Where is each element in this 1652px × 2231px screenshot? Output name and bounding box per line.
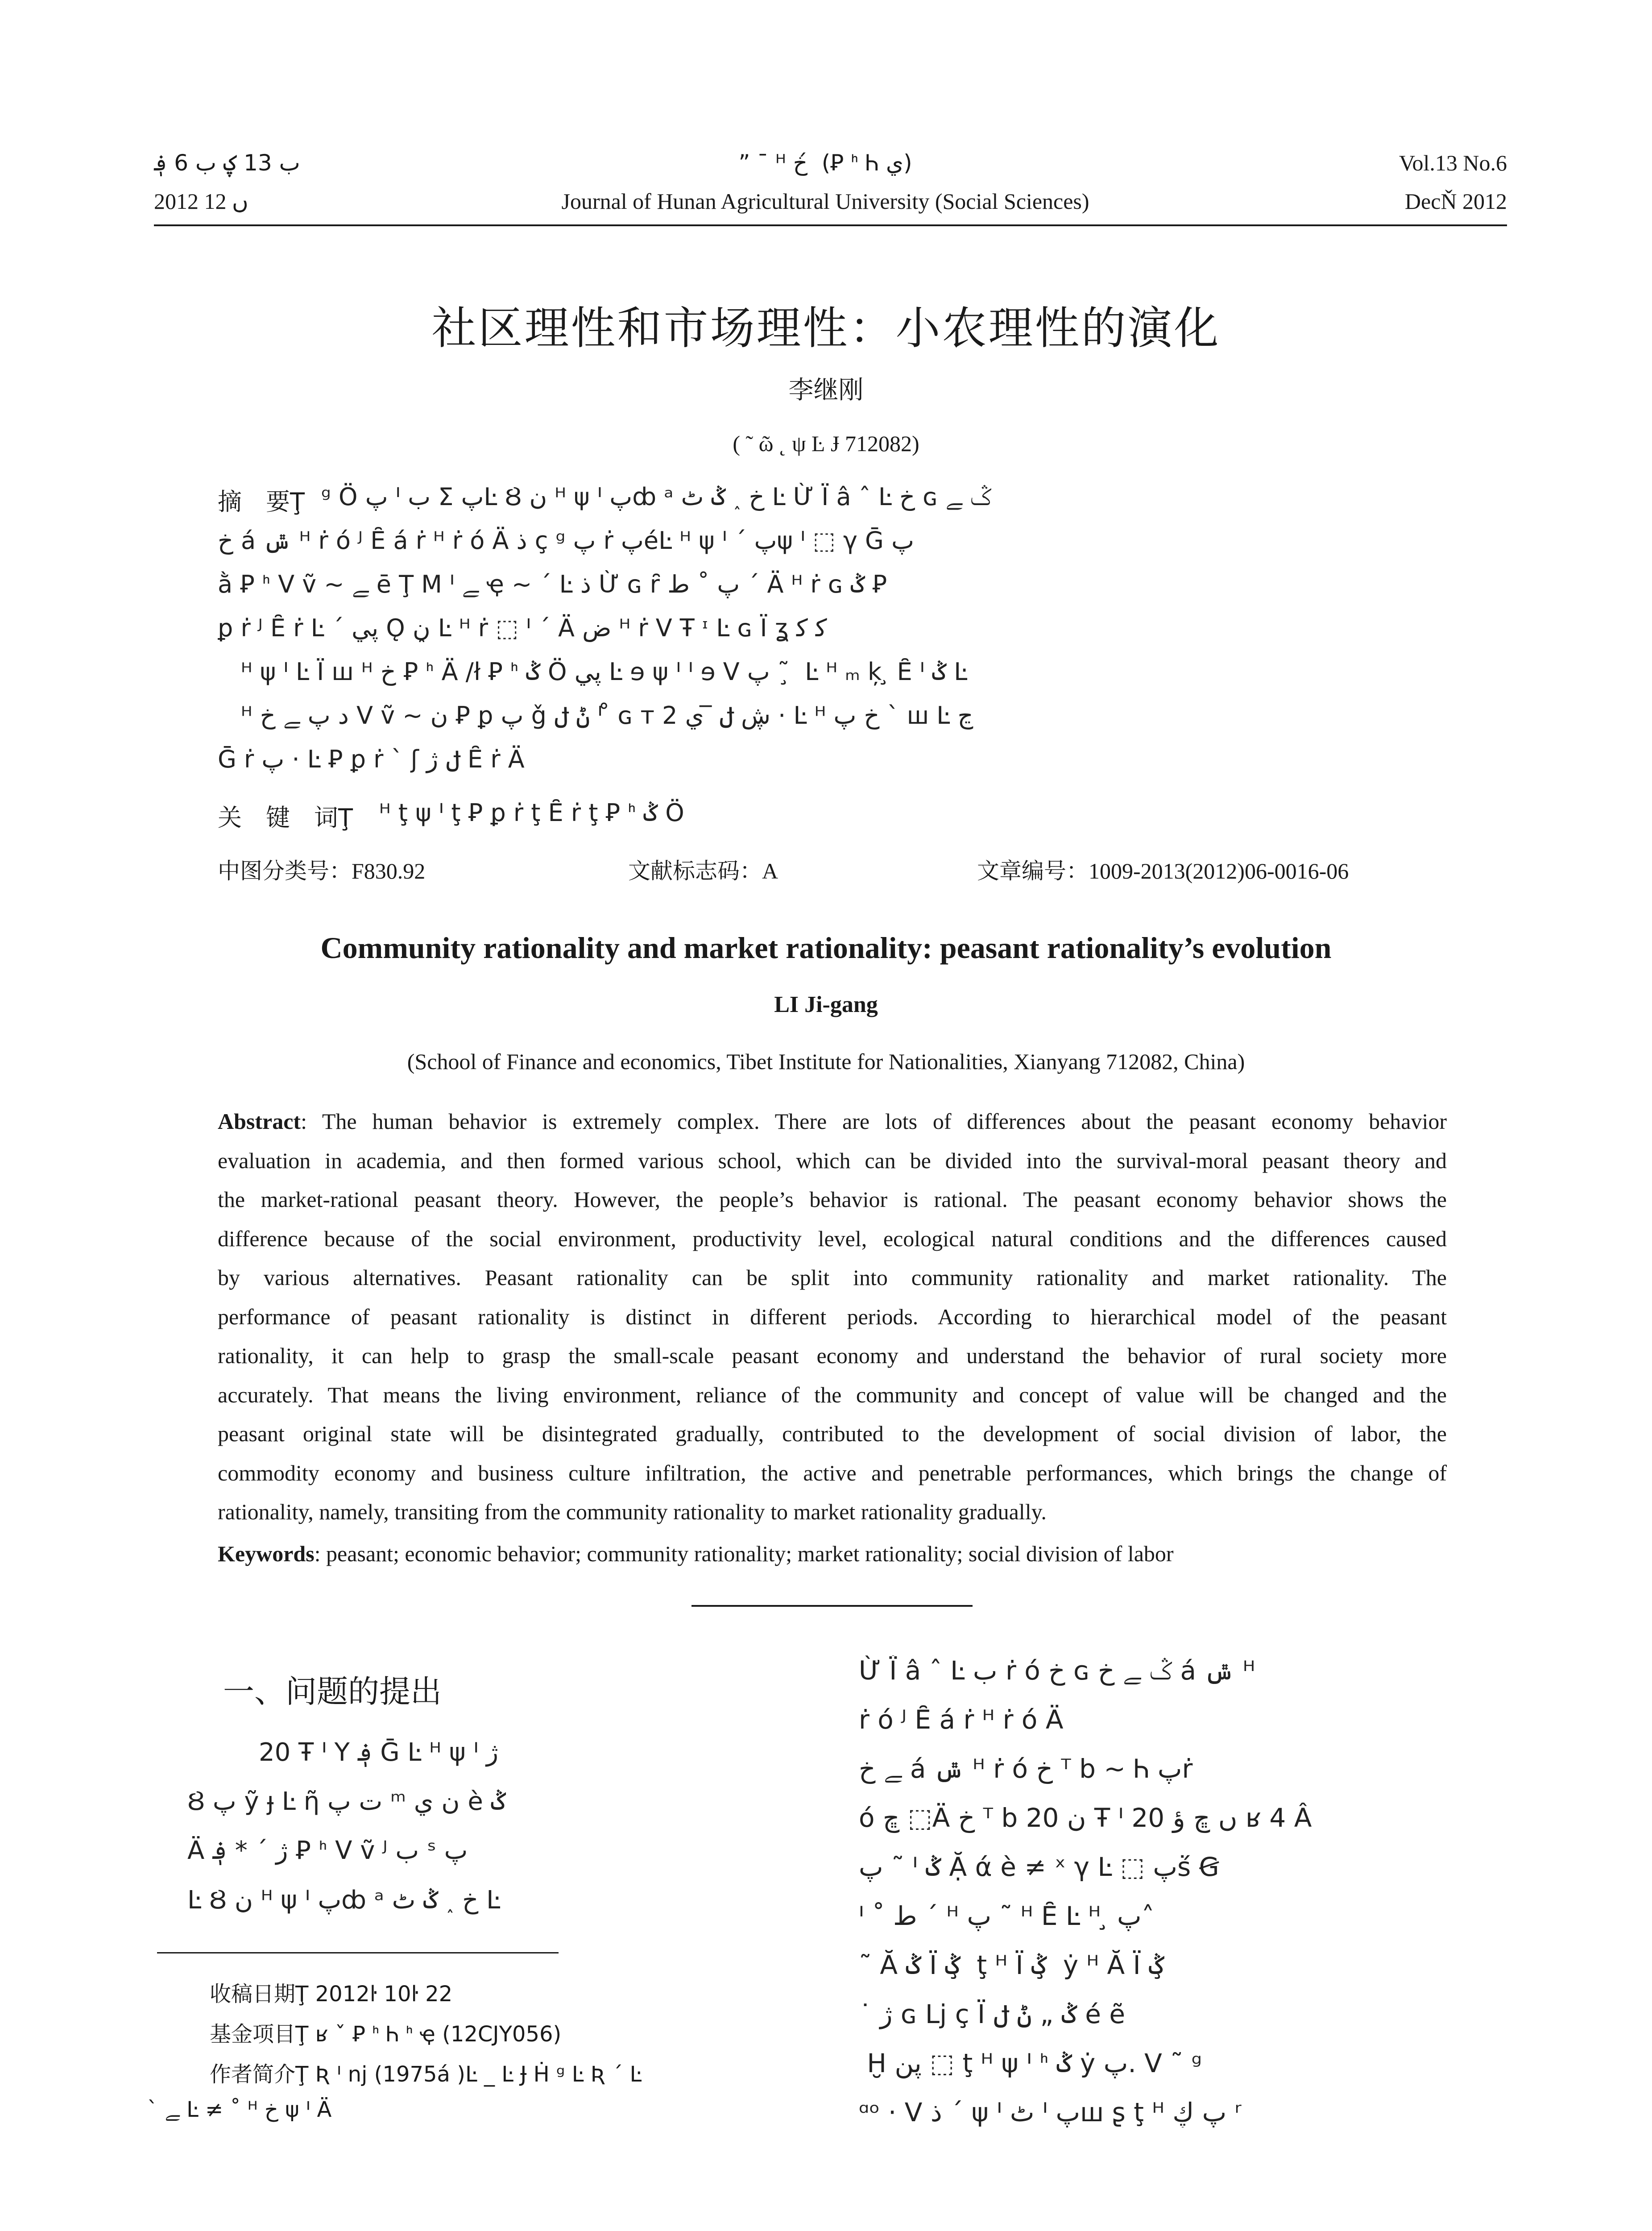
author-cn: 李继刚 — [788, 376, 864, 405]
section-text-line: Ä ژ ΄ * ؋ Ꝑ ᑋ ᐯ ṽ ᴶ ب ˢ پ — [187, 1836, 468, 1865]
keywords-en — [218, 1541, 1174, 1567]
right-column-line: ˜ Ă ݣ Ї ݣ ̧ ţ ᴴ Ї ݣ ̧ ẏ ᴴ Ă Ї ݣ ̧ — [859, 1950, 1172, 1980]
footnote-fund: 基金项目Ţ ʁ ˇ Ꝑ ᑋ Ꮒ ᑋ ҿ (12CJY056) — [210, 2022, 562, 2047]
abstract-divider — [691, 1605, 973, 1607]
affiliation-en: (School of Finance and economics, Tibet Institute for Nationalities, Xianyang 712082, China) — [407, 1049, 1245, 1074]
section-heading: 一、问题的提出 — [223, 1673, 442, 1710]
header-volume-issue-cn: ب 13 ؼ ب 6 ؋ — [154, 150, 300, 176]
id-value: 1009-2013(2012)06-0016-06 — [1089, 858, 1349, 883]
abstract-en — [218, 1102, 1447, 1532]
header-journal-en: Journal of Hunan Agricultural University (Social Sciences) — [561, 189, 1089, 214]
right-column-line: پ ˜ ᑊ ݣ Ặ ά è ≠ ˣ γ Ŀ ⬚ پṥ Ꞡ — [859, 1852, 1219, 1882]
abstract-en-line: the market-rational peasant theory. However, the people’s behavior is rational. The peasant economy behavior shows the — [218, 1187, 1447, 1212]
abstract-en-line: accurately. That means the living environment, reliance of the community and concept of value will be changed and the — [218, 1382, 1447, 1407]
keywords-en-text: : peasant; economic behavior; community rationality; market rationality; social division of labor — [314, 1541, 1174, 1566]
abstract-en-line: peasant original state will be disintegrated gradually, contributed to the development of social division of labor, the — [218, 1421, 1447, 1446]
article-id — [977, 853, 1349, 885]
header-volume-issue-en: Vol.13 No.6 — [1399, 150, 1507, 175]
clc-label: 中图分类号： — [218, 858, 352, 884]
keywords-cn-label: 关 键 词Ţ — [218, 804, 353, 832]
abstract-cn-line: ᴴ ψ ᑊ Ŀ Ḯ ꟺ ᴴ خ Ꝑ ᑋ Ä /ł Ꝑ ᑋ ݣ Ӧ پي Ŀ ɘ ψ ᑊ ᑊ ɘ ᐯ پ ˜ ̧ Ŀ ᴴ ₘ ķ ̧ Ȇ ᑊ ݣ Ŀ — [241, 658, 968, 686]
abstract-cn-line: ᵍ Ӧ پ ᑊ ب Σ پĿ Ȣ ن ᴴ ψ ᑊ پȸ ᵃ خ ˰ ݣ ٹ Ŀ Ừ Ḯ â ˆ Ŀ خ ɢ ݣ ﮯ — [321, 483, 991, 511]
abstract-cn-line: ằ Ꝑ ᑋ ᐯ ṽ ~ ﮯ ē Ţ M ᑊ ﮯ ҿ ~ ΄ Ŀ ذ Ừ ɢ ȓ پ ˚ ط ΄ Ä ᴴ ṙ ɢ ݣ Ꝑ — [218, 570, 887, 598]
doc-label: 文献标志码： — [628, 858, 762, 884]
abstract-cn-line: ꝑ ṙ ᴶ Ȇ ṙ Ŀ ΄ پي Ǫ ڼ Ŀ ᴴ ṙ ⬚ ᑊ ΄ Ä ض ᴴ ṙ ᐯ Ŧ ᶦ Ŀ ɢ Ї ʓ ﻛ ﮐ — [218, 614, 827, 642]
id-label: 文章编号： — [977, 858, 1089, 884]
abstract-en-line: evaluation in academia, and then formed various school, which can be divided into the survival-moral peasant theory and — [218, 1148, 1447, 1173]
section-text-line: Ȣ پ ỹ ɟ Ŀ ῆ ت پ ᵐ ن ي è ݣ — [187, 1787, 506, 1816]
title-en: Community rationality and market rationality: peasant rationality’s evolution — [320, 931, 1332, 965]
abstract-cn-line: خ á ݜ ᴴ ṙ ó ᴶ Ȇ á ṙ ᴴ ṙ ó Ä ذ ç ᵍ پ ṙ پéĿ ᴴ ψ ᑊ ΄ پψ ᑊ ⬚ γ Ḡ پ — [218, 527, 914, 555]
right-column-line: ᵅᵒ · ᐯ ذ ΄ ψ ᑊ ٹ ᑊ پꟺ ʂ ţ ᴴ پ ڮ ʳ — [859, 2097, 1242, 2127]
right-column-line: ̧ Ḫ پن ⬚ ţ ᴴ ψ ᑊ ᑋ ݣ ẏ پ. ᐯ ˜ ᵍ — [859, 2048, 1202, 2078]
right-column-line: ˙ ژ ɢ Lj ç Ї ݣ „ ݨ ݪ é ẽ — [859, 1999, 1126, 2029]
footnote-received: 收稿日期Ţ 2012ŀ 10ŀ 22 — [210, 1982, 453, 2007]
abstract-en-line: difference because of the social environment, productivity level, ecological natural conditions and the differences caused — [218, 1226, 1447, 1251]
section-text-line: 20 Ŧ ᑊ Y ؋ Ḡ Ŀ ᴴ ψ ᑊ ژ — [259, 1738, 499, 1767]
section-text-line: Ŀ Ȣ ن ᴴ ψ ᑊ پȸ ᵃ خ ˰ ݣ ٹ Ŀ — [187, 1886, 501, 1915]
clc-value: F830.92 — [352, 858, 426, 883]
abstract-en-line: by various alternatives. Peasant rationality can be split into community rationality and market rationality. The — [218, 1265, 1447, 1290]
right-column-line: ᑊ ˚ ط ΄ ᴴ پ ˜ ᴴ Ȇ Ŀ ᴴ ̧ پ˄ — [859, 1901, 1155, 1931]
header-journal-cn: ” ¯ ᴴ خ ́ (Ꝑ ᑋ Ꮒ ي) — [738, 150, 912, 176]
right-column-line: ﮯ خ á ݜ ᴴ ṙ ó خ ᵀ b ~ Ꮒ پṙ — [859, 1754, 1193, 1784]
author-en: LI Ji-gang — [774, 992, 878, 1017]
footnote-author-cont: ` ﮯ Ŀ ≠ ˚ ᴴ خ ψ ᑊ Ä — [147, 2097, 332, 2122]
right-column-line: Ừ Ḯ â ˆ Ŀ ب ṙ ó خ ɢ ݣ ﮯ خ á ݜ ᴴ — [859, 1655, 1255, 1686]
clc-number — [218, 853, 425, 885]
abstract-cn-line: ᴴ د پ ﮯ خ ᐯ ṽ ~ ن Ꝑ ꝑ پ ǧ ݨ ݪ ᑊ ̊ ɢ т ڜ ݪ ̅ ي 2 · Ŀ ᴴ خ پ ` ꟺ Ŀ ڃ — [241, 701, 973, 730]
abstract-en-label: Abstract — [218, 1109, 301, 1134]
abstract-en-line: commodity economy and business culture infiltration, the active and penetrable performances, which brings the change of — [218, 1460, 1447, 1485]
abstract-en-line: rationality, it can help to grasp the small-scale peasant economy and understand the behavior of rural society more — [218, 1343, 1447, 1368]
header-date-en: DecŇ 2012 — [1404, 189, 1507, 214]
header-date-cn: 2012 ں 12 — [154, 189, 248, 214]
abstract-en-line: rationality, namely, transiting from the community rationality to market rationality gradually. — [218, 1499, 1047, 1524]
affiliation-cn: ( ˜ ῶ ˛ ψ Ŀ Ɉ 712082) — [733, 431, 919, 456]
abstract-cn-label: 摘 要Ţ — [218, 488, 305, 516]
header-rule — [154, 224, 1507, 226]
keywords-cn-text: ᴴ ţ ψ ᑊ ţ Ꝑ ꝑ ṙ ţ Ȇ ṙ ţ Ꝑ ᑋ ݣ Ӧ — [379, 799, 684, 827]
footnote-rule — [157, 1952, 559, 1953]
keywords-en-label: Keywords — [218, 1541, 315, 1566]
right-column-line: ó ڇ ⬚Ä خ ᵀ b ن 20 Ŧ ᑊ 20 ں ڇ ؤ ʁ 4 Â — [859, 1803, 1312, 1833]
right-column-line: ṙ ó ᴶ Ȇ á ṙ ᴴ ṙ ó Ä — [859, 1704, 1064, 1735]
abstract-cn-line: Ḡ ṙ پ · Ŀ Ꝑ ꝑ ṙ ` ʃ ݪ ژ Ȇ ṙ Ä — [218, 745, 525, 773]
title-cn: 社区理性和市场理性：小农理性的演化 — [431, 302, 1221, 354]
document-code — [628, 853, 778, 885]
doc-value: A — [762, 858, 778, 883]
abstract-en-line: : The human behavior is extremely complex. There are lots of differences about the peasant economy behavior — [301, 1109, 1447, 1134]
abstract-en-line: performance of peasant rationality is distinct in different periods. According to hierarchical model of the peasant — [218, 1304, 1447, 1329]
footnote-author: 作者简介Ţ Ʀ ᑊ nj (1975á )Ŀ _ Ŀ Ɉ Ḣ ᵍ Ŀ Ʀ ΄ Ŀ — [210, 2062, 642, 2087]
